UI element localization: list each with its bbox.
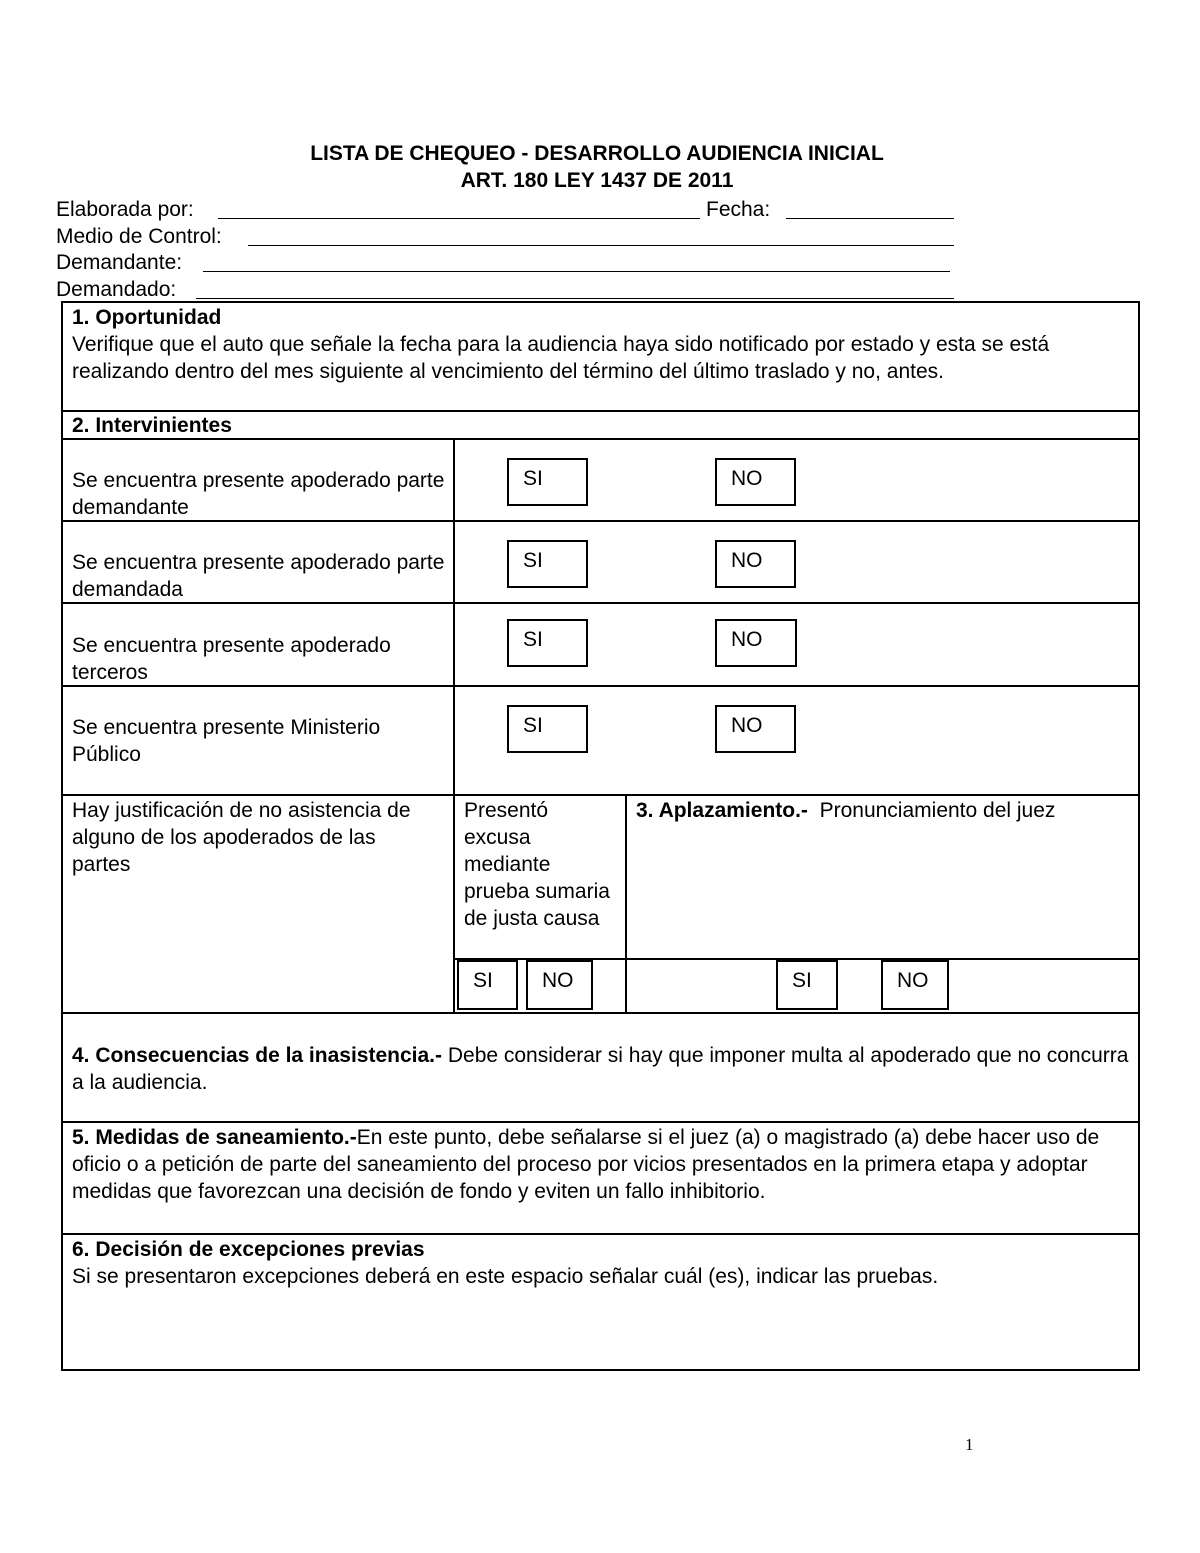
section-3-title: 3. Aplazamiento.- [636,799,808,822]
section-5 [72,1124,1134,1205]
column-divider [625,794,627,1014]
si-checkbox[interactable]: SI [507,705,588,753]
section-2-title: 2. Intervinientes [72,414,232,437]
medio-control-input-line[interactable] [248,245,954,246]
divider [61,1233,1140,1235]
section-5-title: 5. Medidas de saneamiento.- [72,1126,357,1149]
page-number: 1 [965,1435,974,1454]
section-1-body: Verifique que el auto que señale la fecha para la audiencia haya sido notificado por estado y esta se está realizando dentro del mes siguiente al vencimiento del término del último traslado y no, antes. [72,333,1050,383]
no-checkbox[interactable]: NO [715,458,796,506]
divider [61,794,1140,796]
section-5-body: En este punto, debe señalarse si el juez (a) o magistrado (a) debe hacer uso de oficio o a petición de parte del saneamiento del proceso por vicios presentados en la primera etapa y adoptar medidas que favorezcan una decisión de fondo y eviten un fallo inhibitorio. [72,1126,1100,1203]
si-checkbox[interactable]: SI [507,540,588,588]
fecha-input-line[interactable] [786,218,954,219]
excusa-label: Presentó excusa mediante prueba sumaria de justa causa [464,799,610,930]
section-3-body: Pronunciamiento del juez [819,799,1056,822]
elaborada-label: Elaborada por: [56,198,194,221]
section-4 [72,1042,1134,1096]
section-4-body: Debe considerar si hay que imponer multa al apoderado que no concurra a la audiencia. [72,1044,1129,1094]
excusa-si-checkbox[interactable]: SI [457,960,518,1010]
aplazamiento-si-checkbox[interactable]: SI [776,960,838,1010]
no-checkbox[interactable]: NO [715,540,796,588]
demandado-input-line[interactable] [196,298,954,299]
divider [61,602,1140,604]
section-4-title: 4. Consecuencias de la inasistencia.- [72,1044,442,1067]
demandante-input-line[interactable] [203,271,950,272]
divider [61,685,1140,687]
section-6-body: Si se presentaron excepciones deberá en este espacio señalar cuál (es), indicar las pruebas. [72,1265,939,1288]
row-demandante-label: Se encuentra presente apoderado parte demandante [72,469,445,519]
fecha-label: Fecha: [706,198,771,221]
document-title: LISTA DE CHEQUEO - DESARROLLO AUDIENCIA INICIAL [310,142,884,165]
row-ministerio-label: Se encuentra presente Ministerio Público [72,716,381,766]
divider [61,520,1140,522]
excusa-no-checkbox[interactable]: NO [526,960,593,1010]
divider [61,1121,1140,1123]
justificacion-label: Hay justificación de no asistencia de alguno de los apoderados de las partes [72,799,411,876]
section-1-title: 1. Oportunidad [72,306,222,329]
section-3-heading [636,797,1136,824]
aplazamiento-no-checkbox[interactable]: NO [881,960,949,1010]
row-demandada-label: Se encuentra presente apoderado parte demandada [72,551,445,601]
demandado-label: Demandado: [56,278,177,301]
document-subtitle: ART. 180 LEY 1437 DE 2011 [460,169,734,192]
section-6-title: 6. Decisión de excepciones previas [72,1238,425,1261]
si-checkbox[interactable]: SI [507,619,588,667]
divider [61,438,1140,440]
si-checkbox[interactable]: SI [507,458,588,506]
medio-control-label: Medio de Control: [56,225,222,248]
elaborada-input-line[interactable] [218,218,700,219]
column-divider [453,438,455,1014]
divider [61,1012,1140,1014]
demandante-label: Demandante: [56,251,183,274]
no-checkbox[interactable]: NO [715,619,797,667]
no-checkbox[interactable]: NO [715,705,796,753]
row-terceros-label: Se encuentra presente apoderado terceros [72,634,391,684]
